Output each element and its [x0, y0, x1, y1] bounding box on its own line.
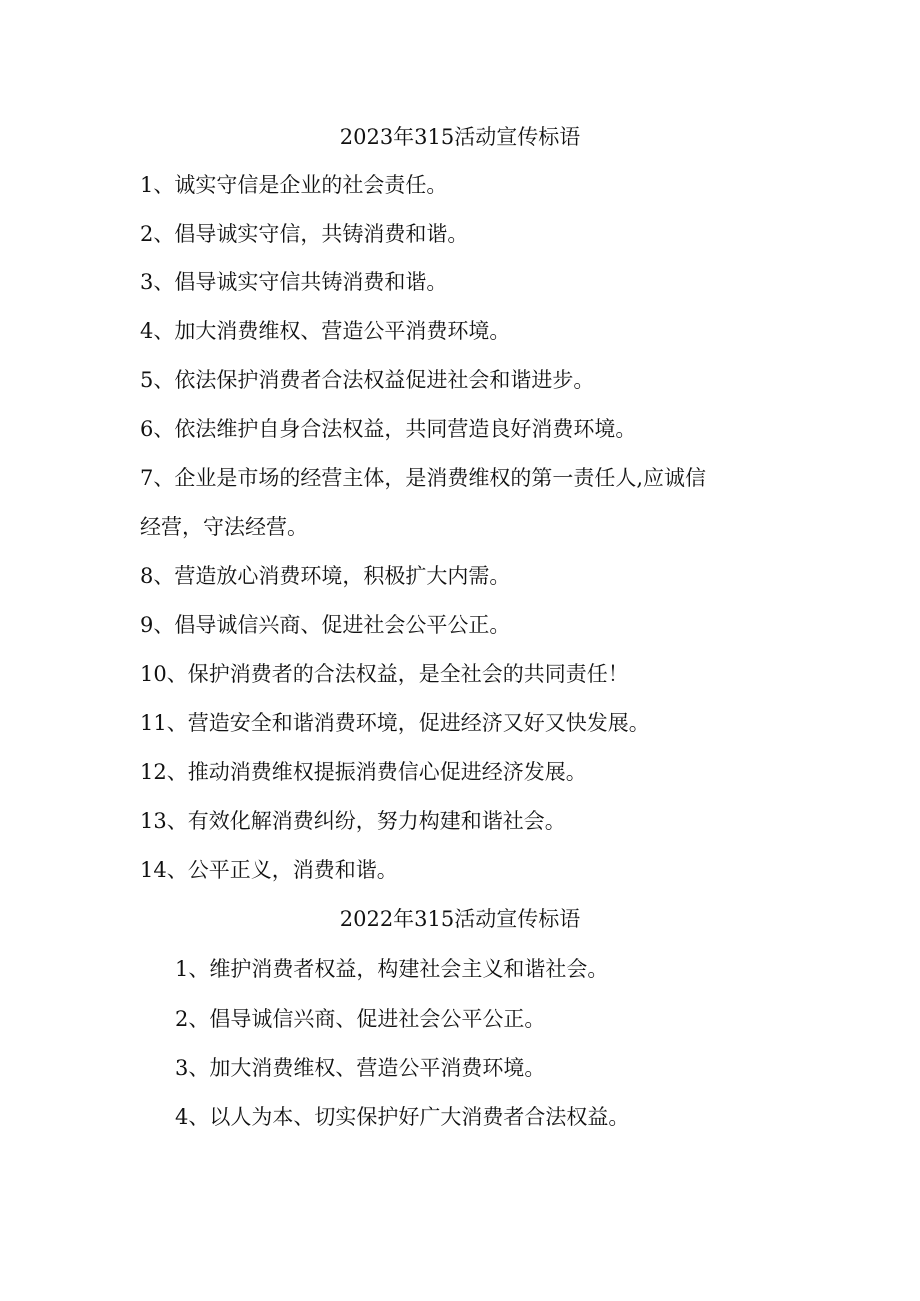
slogan-2023-11: 11、营造安全和谐消费环境，促进经济又好又快发展。	[140, 711, 650, 735]
slogan-2023-4: 4、加大消费维权、营造公平消费环境。	[140, 319, 511, 343]
slogan-2023-9: 9、倡导诚信兴商、促进社会公平公正。	[140, 613, 511, 637]
slogan-2022-2: 2、倡导诚信兴商、促进社会公平公正。	[175, 1007, 546, 1031]
section-2022-title: 2022年315活动宣传标语	[339, 907, 581, 931]
slogan-2023-13: 13、有效化解消费纠纷，努力构建和谐社会。	[140, 809, 566, 833]
slogan-2023-7: 7、企业是市场的经营主体，是消费维权的第一责任人,应诚信	[140, 466, 707, 490]
slogan-2022-1: 1、维护消费者权益，构建社会主义和谐社会。	[175, 957, 609, 981]
slogan-2023-2: 2、倡导诚实守信，共铸消费和谐。	[140, 222, 469, 246]
slogan-2023-8: 8、营造放心消费环境，积极扩大内需。	[140, 564, 511, 588]
slogan-2023-7-continued: 经营，守法经营。	[140, 515, 308, 539]
slogan-2023-6: 6、依法维护自身合法权益，共同营造良好消费环境。	[140, 417, 637, 441]
slogan-2023-14: 14、公平正义，消费和谐。	[140, 858, 398, 882]
slogan-2022-3: 3、加大消费维权、营造公平消费环境。	[175, 1056, 546, 1080]
slogan-2023-1: 1、诚实守信是企业的社会责任。	[140, 173, 448, 197]
slogan-2023-10: 10、保护消费者的合法权益，是全社会的共同责任！	[140, 662, 629, 686]
section-2023-title: 2023年315活动宣传标语	[339, 125, 581, 149]
slogan-2023-5: 5、依法保护消费者合法权益促进社会和谐进步。	[140, 368, 595, 392]
slogan-2022-4: 4、以人为本、切实保护好广大消费者合法权益。	[175, 1105, 630, 1129]
slogan-2023-3: 3、倡导诚实守信共铸消费和谐。	[140, 270, 448, 294]
slogan-2023-12: 12、推动消费维权提振消费信心促进经济发展。	[140, 760, 587, 784]
